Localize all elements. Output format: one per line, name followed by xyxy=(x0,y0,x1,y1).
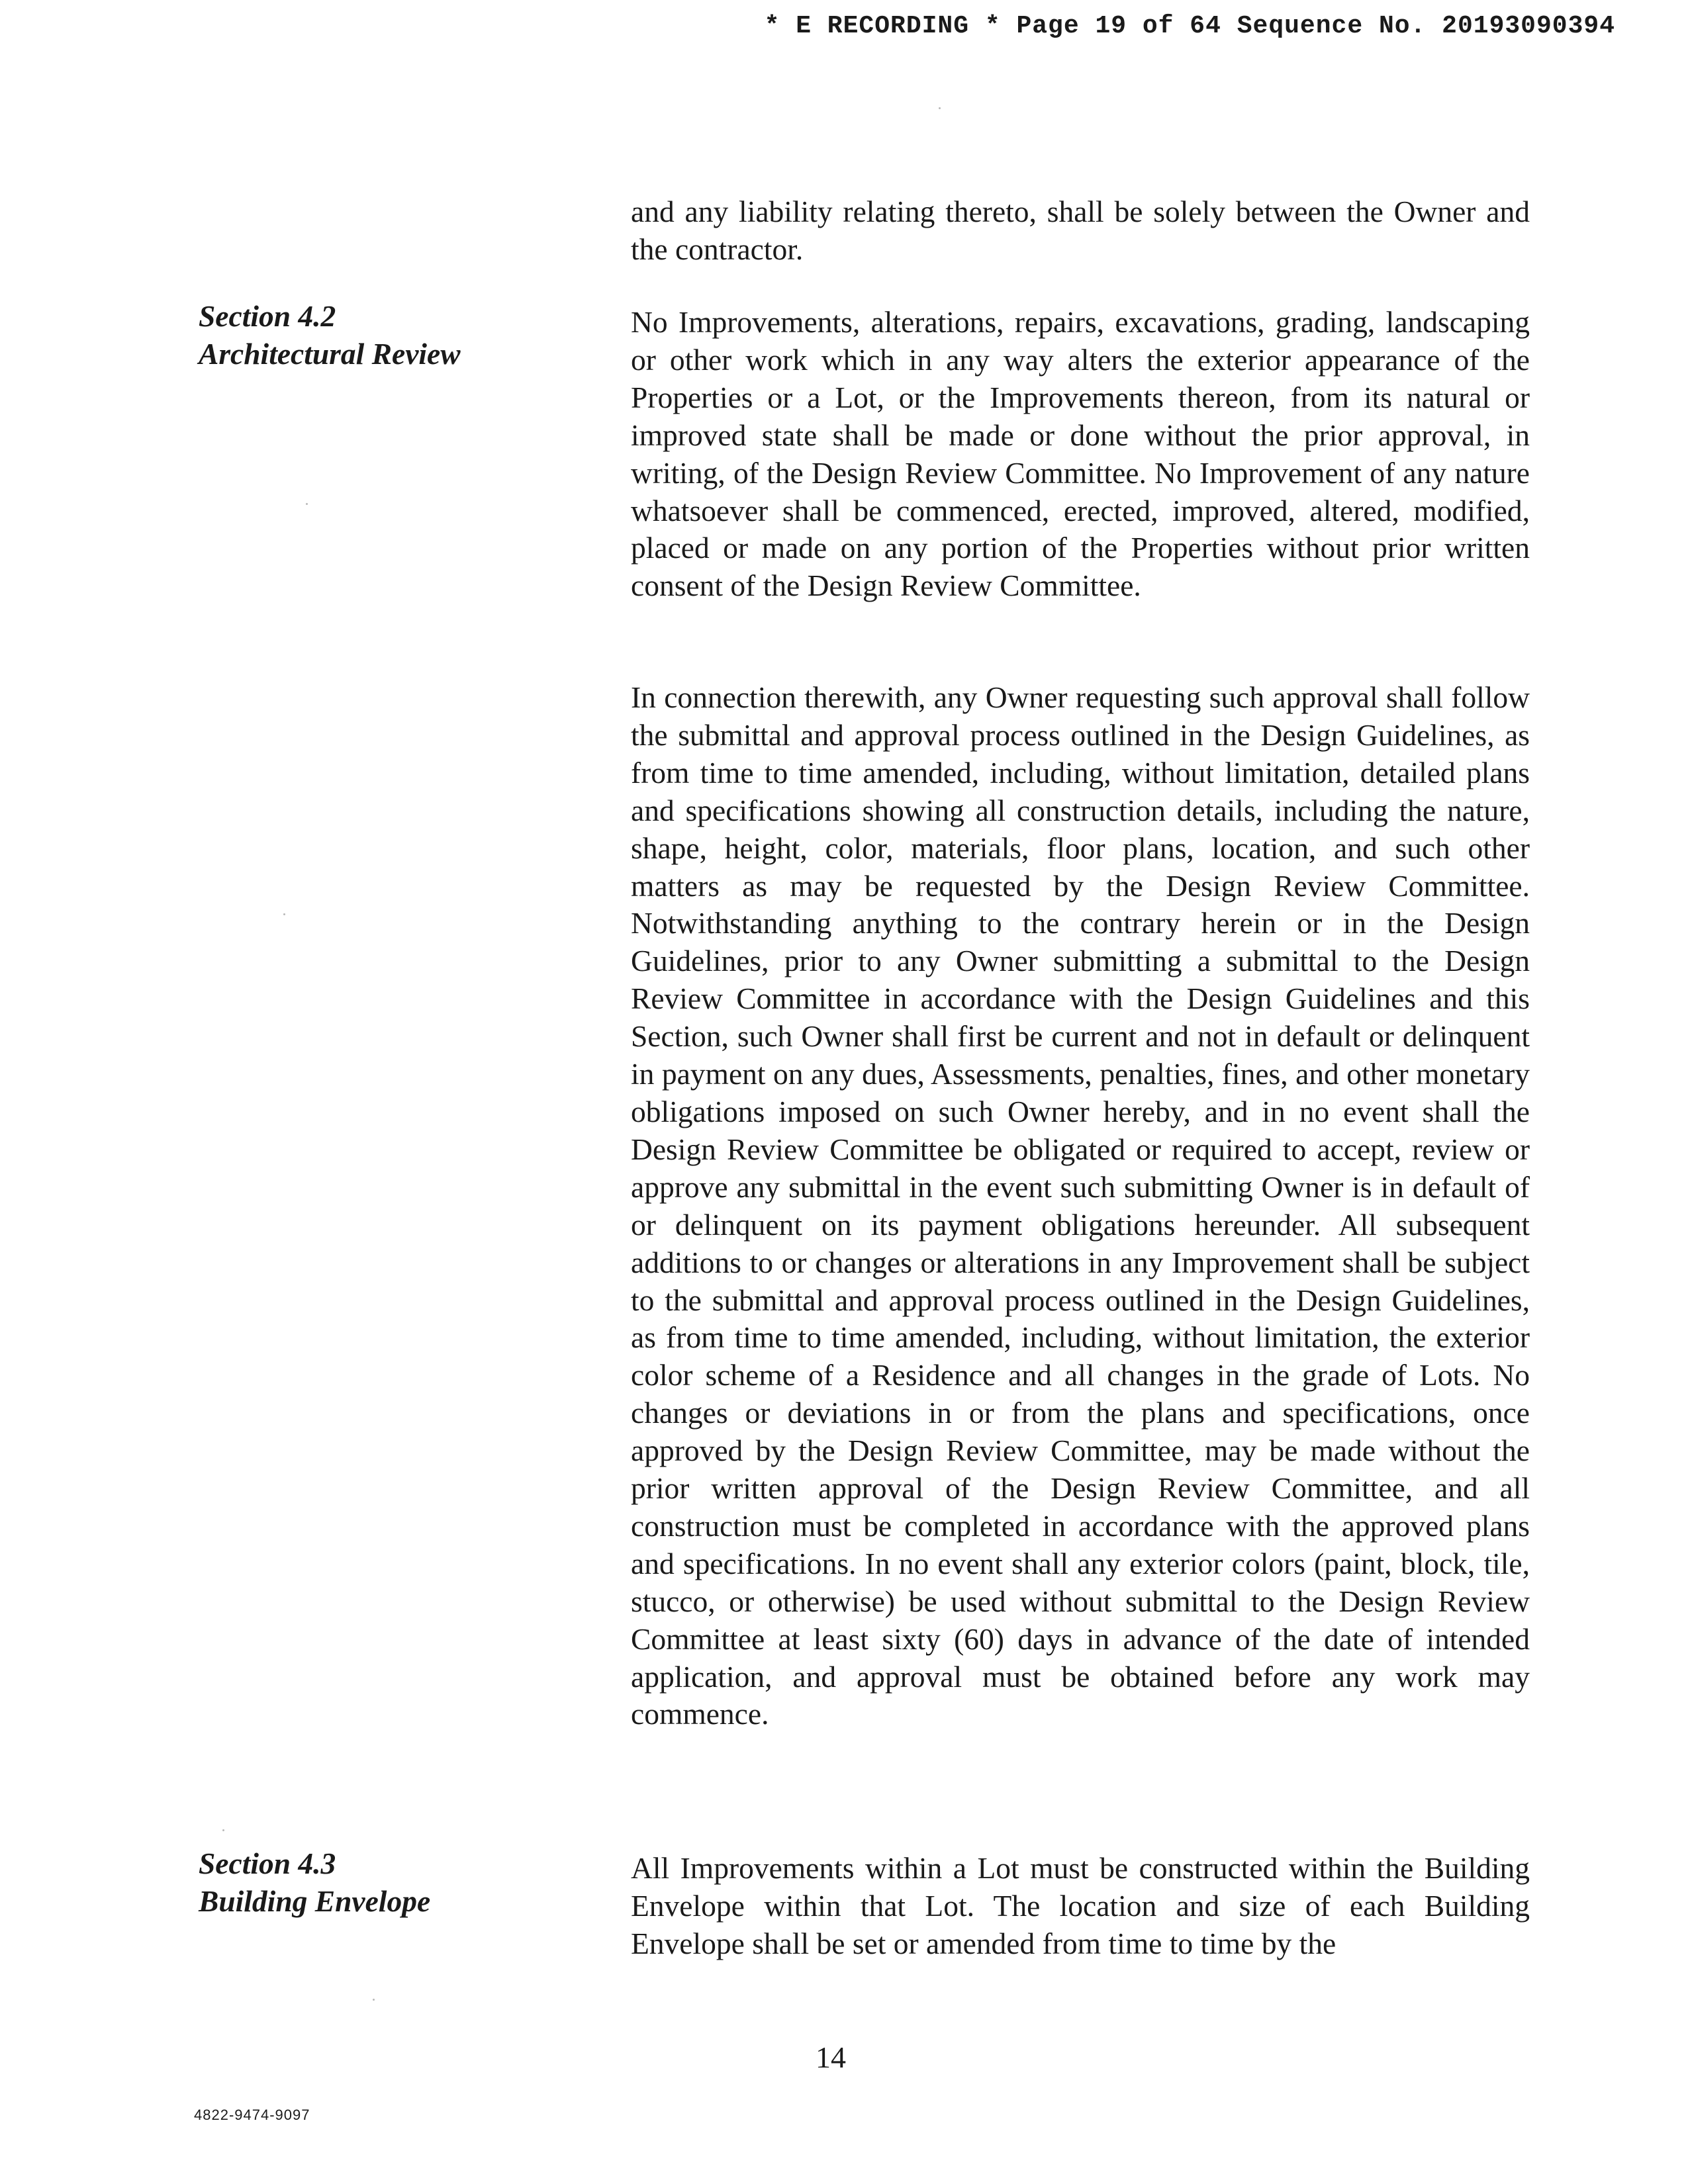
section-4-2-number: Section 4.2 xyxy=(199,299,336,333)
section-4-2-paragraph-2: In connection therewith, any Owner requesting such approval shall follow the submittal and approval process outlined in the Design Guidelines, as from time to time amended, including, without limitation, detailed plans and specifications showing all construction details, including the nature, shape, height, color, materials, floor plans, location, and such other matters as may be requested by the Design Review Committee. Notwithstanding anything to the contrary herein or in the Design Guidelines, prior to any Owner submitting a submittal to the Design Review Committee in accordance with the Design Guidelines and this Section, such Owner shall first be current and not in default or delinquent in payment on any dues, Assessments, penalties, fines, and other monetary obligations imposed on such Owner hereby, and in no event shall the Design Review Committee be obligated or required to accept, review or approve any submittal in the event such submitting Owner is in default of or delinquent on its payment obligations hereunder. All subsequent additions to or changes or alterations in any Improvement shall be subject to the submittal and approval process outlined in the Design Guidelines, as from time to time amended, including, without limitation, the exterior color scheme of a Residence and all changes in the grade of Lots. No changes or deviations in or from the plans and specifications, once approved by the Design Review Committee, may be made without the prior written approval of the Design Review Committee, and all construction must be completed in accordance with the approved plans and specifications. In no event shall any exterior colors (paint, block, tile, stucco, or otherwise) be used without submittal to the Design Review Committee at least sixty (60) days in advance of the date of intended application, and approval must be obtained before any work may commence. xyxy=(631,680,1530,1731)
section-4-3-paragraph-1: All Improvements within a Lot must be constructed within the Building Envelope within that Lot. The location and size of each Building Envelope shall be set or amended from time to time by the xyxy=(631,1851,1530,1960)
recording-stamp: * E RECORDING * Page 19 of 64 Sequence No. 20193090394 xyxy=(764,12,1615,40)
section-4-2-title: Architectural Review xyxy=(199,336,461,371)
scan-speck xyxy=(222,1829,224,1831)
section-4-3-heading xyxy=(199,1845,543,1921)
scan-speck xyxy=(283,913,285,915)
page-number: 14 xyxy=(816,2040,846,2074)
section-4-2-paragraph-1: No Improvements, alterations, repairs, excavations, grading, landscaping or other work which in any way alters the exterior appearance of the Properties or a Lot, or the Improvements thereon, from its natural or improved state shall be made or done without the prior approval, in writing, of the Design Review Committee. No Improvement of any nature whatsoever shall be commenced, erected, improved, altered, modified, placed or made on any portion of the Properties without prior written consent of the Design Review Committee. xyxy=(631,305,1530,603)
scan-speck xyxy=(306,503,308,505)
section-4-3-title: Building Envelope xyxy=(199,1884,431,1918)
scan-speck xyxy=(939,107,941,109)
section-4-2-heading xyxy=(199,298,543,373)
scan-speck xyxy=(373,1999,375,2001)
document-id: 4822-9474-9097 xyxy=(194,2107,310,2123)
section-4-3-number: Section 4.3 xyxy=(199,1846,336,1880)
continuation-paragraph: and any liability relating thereto, shall be solely between the Owner and the contractor. xyxy=(631,195,1530,266)
